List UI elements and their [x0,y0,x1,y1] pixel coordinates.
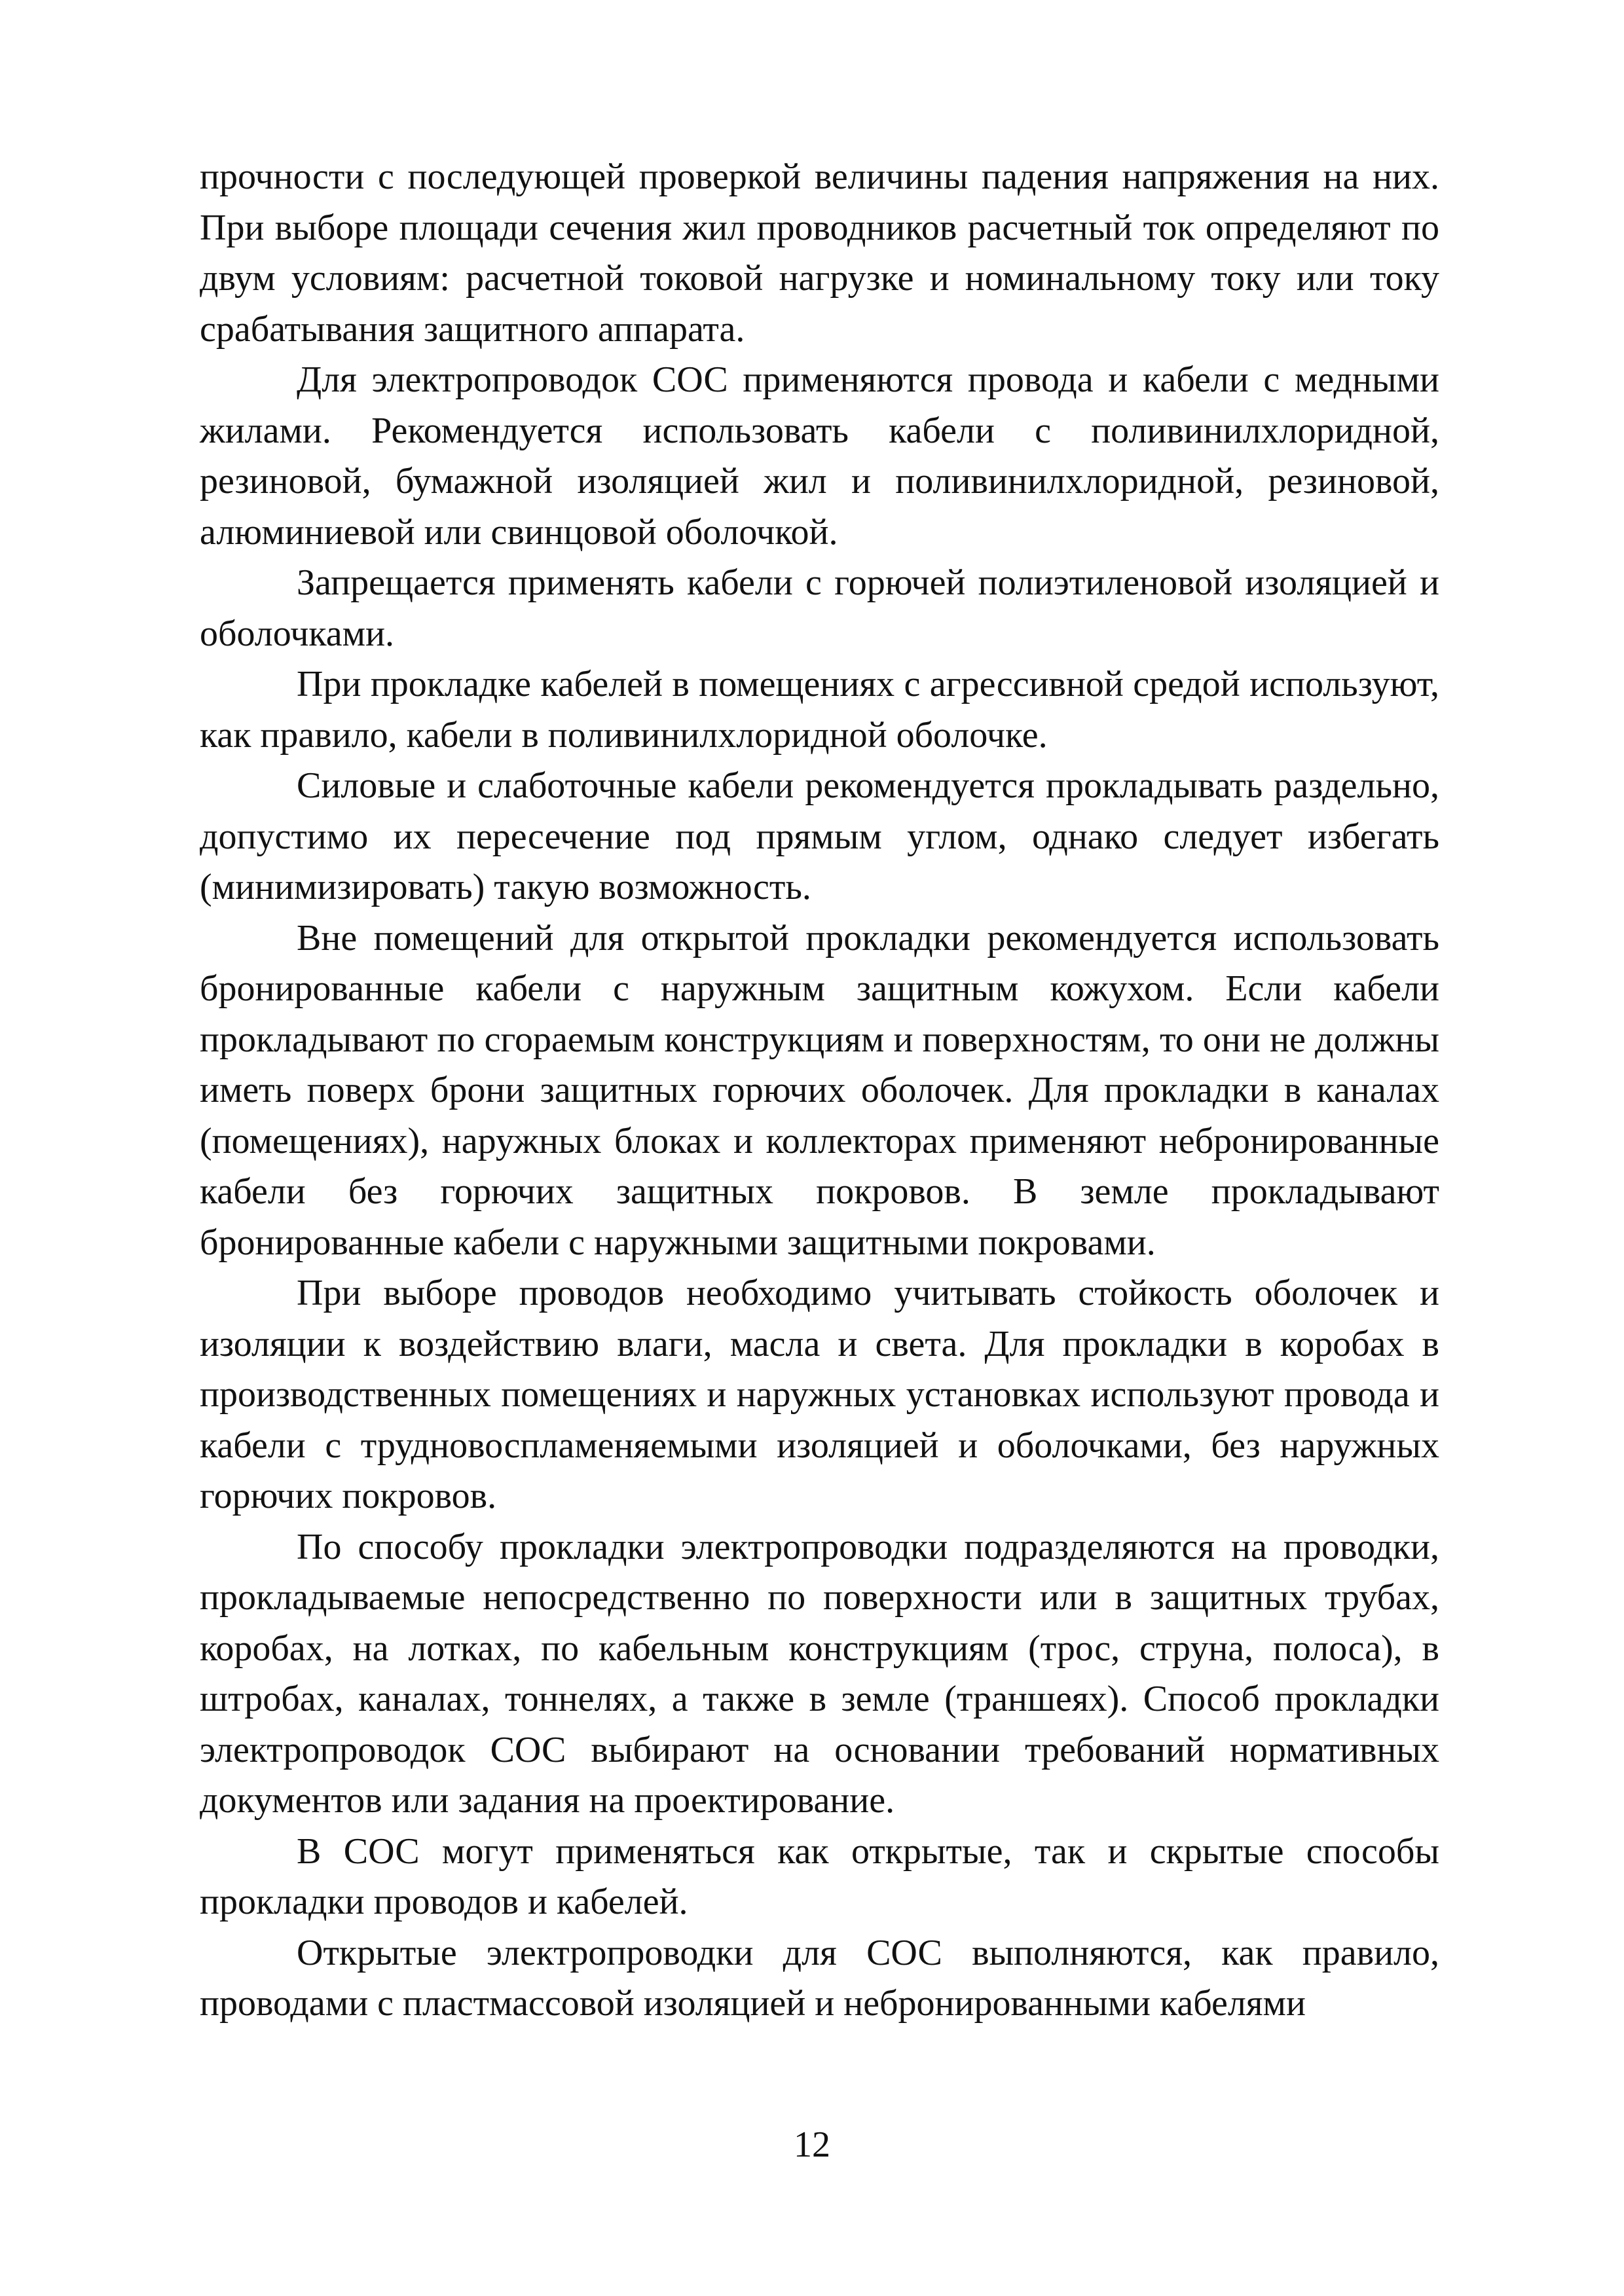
paragraph-2: Для электропроводок СОС применяются провода и кабели с медными жилами. Рекомендуется использовать кабели с поливинилхлоридной, резиновой, бумажной изоляцией жил и поливинилхлоридной, резиновой, алюминиевой или свинцовой оболочкой. [200,359,1439,553]
paragraph-6: Вне помещений для открытой прокладки рекомендуется использовать бронированные кабели с наружным защитным кожухом. Если кабели прокладывают по сгораемым конструкциям и поверхностям, то они не должны иметь поверх брони защитных горючих оболочек. Для прокладки в каналах (помещениях), наружных блоках и коллекторах применяют небронированные кабели без горючих защитных покровов. В земле прокладывают бронированные кабели с наружными защитными покровами. [200,917,1439,1263]
paragraph-10: Открытые электропроводки для СОС выполняются, как правило, проводами с пластмассовой изоляцией и небронированными кабелями [200,1932,1439,2024]
paragraph-5: Силовые и слаботочные кабели рекомендуется прокладывать раздельно, допустимо их пересечение под прямым углом, однако следует избегать (минимизировать) такую возможность. [200,765,1439,907]
page-number: 12 [794,2124,830,2165]
paragraph-1: прочности с последующей проверкой величины падения напряжения на них. При выборе площади сечения жил проводников расчетный ток определяют по двум условиям: расчетной токовой нагрузке и номинальному току или току срабатывания защитного аппарата. [200,156,1439,350]
paragraph-9: В СОС могут применяться как открытые, так и скрытые способы прокладки проводов и кабелей. [200,1831,1439,1922]
page-body [200,152,1439,2030]
paragraph-3: Запрещается применять кабели с горючей полиэтиленовой изоляцией и оболочками. [200,562,1439,654]
paragraph-4: При прокладке кабелей в помещениях с агрессивной средой используют, как правило, кабели в поливинилхлоридной оболочке. [200,664,1439,756]
paragraph-7: При выборе проводов необходимо учитывать стойкость оболочек и изоляции к воздействию влаги, масла и света. Для прокладки в коробах в производственных помещениях и наружных установках используют провода и кабели с трудновоспламеняемыми изоляцией и оболочками, без наружных горючих покровов. [200,1273,1439,1516]
paragraph-8: По способу прокладки электропроводки подразделяются на проводки, прокладываемые непосредственно по поверхности или в защитных трубах, коробах, на лотках, по кабельным конструкциям (трос, струна, полоса), в штробах, каналах, тоннелях, а также в земле (траншеях). Способ прокладки электропроводок СОС выбирают на основании требований нормативных документов или задания на проектирование. [200,1526,1439,1821]
